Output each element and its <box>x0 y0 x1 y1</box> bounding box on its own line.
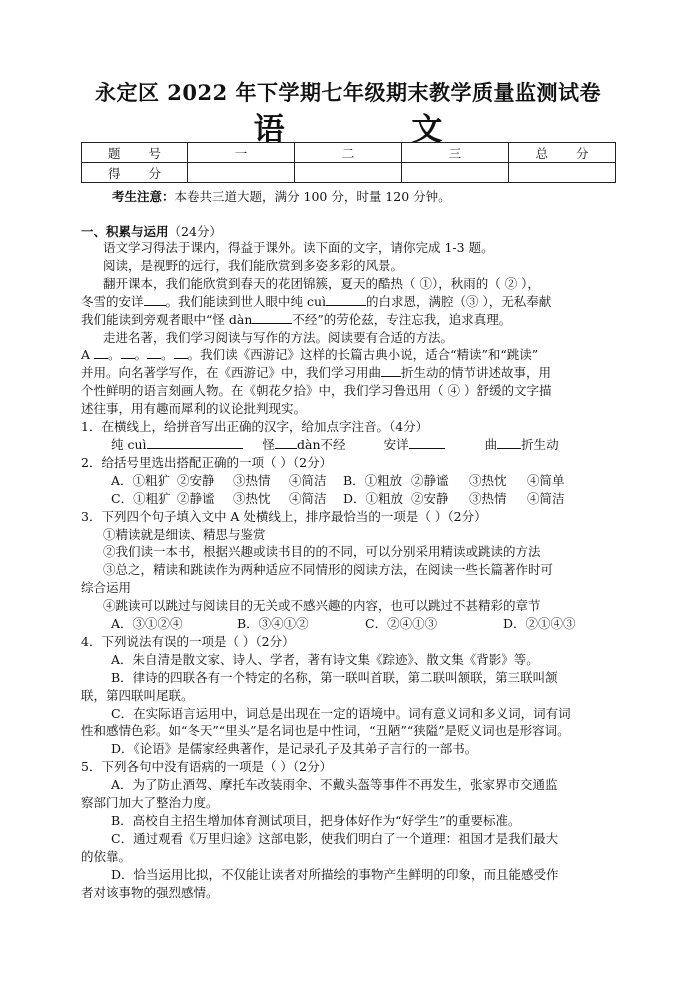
option-text: ③热情 <box>469 490 507 506</box>
option-a[interactable]: A．为了防止酒驾、摩托车改装雨伞、不戴头盔等事件不再发生，张家界市交通监 <box>111 777 558 793</box>
passage-line: 我们能读到旁观者眼中“怪 dàn 不经”的劳伦兹，专注忘我，追求真理。 <box>81 311 512 327</box>
answer-blank[interactable] <box>147 436 243 449</box>
score-table-cell: 总 分 <box>509 143 616 163</box>
question-1-items: 纯 cuì 怪 dàn不经 安详 曲 折生动 <box>111 436 559 452</box>
question-4-stem: 4．下列说法有误的一项是（ ）（2分） <box>81 633 295 649</box>
notice-text: 本卷共三道大题，满分 100 分，时量 120 分钟。 <box>174 189 451 204</box>
option-text: ④简洁 <box>289 490 327 506</box>
answer-blank[interactable] <box>409 436 445 449</box>
option-b[interactable]: B．高校自主招生增加体育测试项目，把身体好作为“好学生”的重要标准。 <box>111 813 521 828</box>
blank-line[interactable] <box>174 346 188 359</box>
question-1-stem: 1．在横线上，给拼音写出正确的汉字，给加点字注音。（4分） <box>81 419 429 435</box>
option-text[interactable]: A．①粗犷 <box>111 472 171 488</box>
score-table-cell: 得 分 <box>82 163 188 183</box>
score-table-cell: 一 <box>188 143 295 163</box>
option-c[interactable]: C．在实际语言运用中，词总是出现在一定的语境中。词有意义词和多义词，词有词 <box>111 705 571 721</box>
question-3-sentence: ②我们读一本书，根据兴趣或读书目的的不同，可以分别采用精读或跳读的方法 <box>103 544 541 560</box>
option-text: ②静谧 <box>411 472 449 488</box>
score-cell-1[interactable] <box>188 163 295 183</box>
score-cell-total[interactable] <box>509 163 616 183</box>
section-points: （24分） <box>168 224 222 239</box>
passage-line: 翻开课本，我们能欣赏到春天的花团锦簇，夏天的酷热（ ①），秋雨的（ ② ）， <box>103 275 540 291</box>
passage-line: A 。 。 。 。我们读《西游记》这样的长篇古典小说，适合“精读”和“跳读” <box>81 347 539 363</box>
option-c-continued: 的依靠。 <box>81 848 132 864</box>
option-a[interactable]: A．③①②④ <box>111 616 183 632</box>
exam-title: 永定区 2022 年下学期七年级期末教学质量监测试卷 <box>94 80 602 105</box>
passage-line: 语文学习得法于课内，得益于课外。读下面的文字，请你完成 1-3 题。 <box>103 240 494 255</box>
exam-body <box>81 239 615 902</box>
score-table-cell: 题 号 <box>82 143 188 163</box>
option-d[interactable]: D．②①④③ <box>503 616 576 632</box>
option-text: ②安静 <box>411 490 449 506</box>
option-d-continued: 者对该事物的强烈感情。 <box>81 884 219 900</box>
section-heading <box>81 222 222 240</box>
option-text: ④简洁 <box>527 490 565 506</box>
option-b-continued: 联，第四联叫尾联。 <box>81 687 194 703</box>
section-title: 一、积累与运用 <box>81 224 169 239</box>
score-table-header-row <box>82 143 616 163</box>
passage-line: 并用。向名著学写作，在《西游记》中，我们学习用曲 折生动的情节讲述故事，用 <box>81 365 552 381</box>
notice-label: 考生注意： <box>112 189 175 204</box>
option-d[interactable]: D．恰当运用比拟，不仅能让读者对所描绘的事物产生鲜明的印象，而且能感受作 <box>111 866 559 882</box>
option-text: ③热情 <box>233 472 271 488</box>
option-a-continued: 察部门加大了整治力度。 <box>81 795 219 811</box>
option-text: ④简洁 <box>289 472 327 488</box>
question-3-sentence: ④跳读可以跳过与阅读目的无关或不感兴趣的内容，也可以跳过不甚精彩的章节 <box>103 598 541 614</box>
blank-line[interactable] <box>381 364 401 377</box>
score-table-score-row <box>82 163 616 183</box>
passage-line: 个性鲜明的语言刻画人物。在《朝花夕拾》中，我们学习鲁迅用（ ④ ）舒缓的文字描 <box>81 383 552 399</box>
blank-line[interactable] <box>144 293 166 306</box>
question-3-sentence: ③总之，精读和跳读作为两种适应不同情形的阅读方法，在阅读一些长篇著作时可 <box>103 562 554 578</box>
score-table-cell: 三 <box>402 143 509 163</box>
question-3-stem: 3．下列四个句子填入文中 A 处横线上，排序最恰当的一项是（ ）（2分） <box>81 508 487 524</box>
option-text[interactable]: C．①粗犷 <box>111 490 171 506</box>
question-5-stem: 5．下列各句中没有语病的一项是（ ）（2分） <box>81 759 333 775</box>
blank-line[interactable] <box>326 293 366 306</box>
option-c-continued: 性和感情色彩。如“冬天”“里头”是名词也是中性词，“丑陋”“狭隘”是贬义词也是形容词。 <box>81 723 570 739</box>
option-text: ②静谧 <box>177 490 215 506</box>
question-2-options-row <box>81 472 615 490</box>
option-text[interactable]: B．①粗放 <box>343 472 403 488</box>
option-b[interactable]: B．律诗的四联各有一个特定的名称，第一联叫首联，第二联叫颔联，第三联叫颔 <box>111 669 558 685</box>
option-c[interactable]: C．②④①③ <box>365 616 438 632</box>
answer-blank[interactable] <box>275 436 297 449</box>
option-text: ④简单 <box>527 472 565 488</box>
question-2-stem: 2．给括号里选出搭配正确的一项（ ）（2分） <box>81 454 333 470</box>
passage-line: 走进名著，我们学习阅读与写作的方法。阅读要有合适的方法。 <box>103 329 454 345</box>
option-text: ③热忱 <box>469 472 507 488</box>
option-b[interactable]: B．③④①② <box>237 616 309 632</box>
subject-title: 语 文 <box>253 112 501 148</box>
blank-line[interactable] <box>94 346 108 359</box>
score-cell-3[interactable] <box>402 163 509 183</box>
passage-line: 冬雪的安详 。我们能读到世人眼中纯 cuì 的白求恩，满腔（③ ），无私奉献 <box>81 293 552 309</box>
option-text[interactable]: D．①粗放 <box>343 490 404 506</box>
option-text: ③热忱 <box>233 490 271 506</box>
question-3-options <box>81 615 615 633</box>
passage-line: 阅读，是视野的远行，我们能欣赏到多姿多彩的风景。 <box>103 257 404 273</box>
passage-line: 述往事，用有趣而犀利的议论批判现实。 <box>81 401 307 417</box>
exam-notice <box>112 187 451 205</box>
option-a[interactable]: A．朱自清是散文家、诗人、学者，著有诗文集《踪迹》、散文集《背影》等。 <box>111 651 539 667</box>
question-3-sentence: 综合运用 <box>81 580 132 596</box>
option-c[interactable]: C．通过观看《万里归途》这部电影，使我们明白了一个道理：祖国才是我们最大 <box>111 830 559 846</box>
score-table <box>81 142 616 183</box>
blank-line[interactable] <box>121 346 135 359</box>
score-table-cell: 二 <box>295 143 402 163</box>
blank-line[interactable] <box>147 346 161 359</box>
option-d[interactable]: D．《论语》是儒家经典著作，是记录孔子及其弟子言行的一部书。 <box>111 741 478 757</box>
question-2-options-row <box>81 490 615 508</box>
answer-blank[interactable] <box>497 436 521 449</box>
score-cell-2[interactable] <box>295 163 402 183</box>
option-text: ②安静 <box>177 472 215 488</box>
blank-line[interactable] <box>252 311 292 324</box>
question-3-sentence: ①精读就是细读、精思与鉴赏 <box>103 526 266 542</box>
